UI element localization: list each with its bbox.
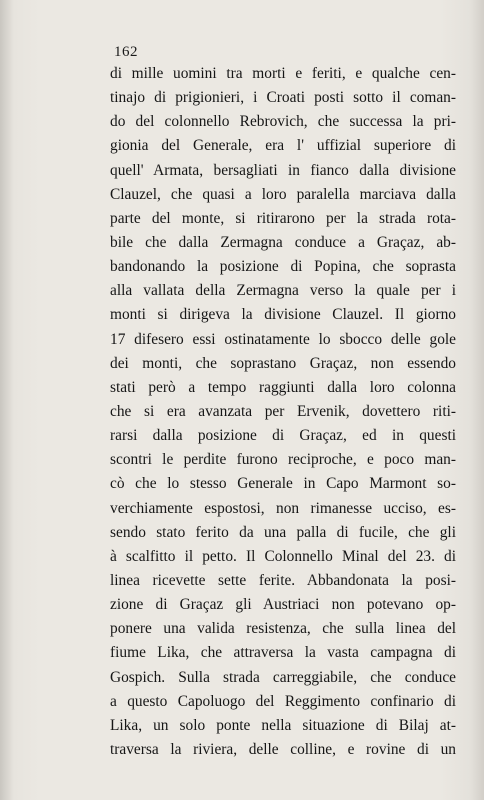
text-line: stati però a tempo raggiunti dalla loro colonna (110, 378, 456, 396)
text-line: dei monti, che soprastano Graçaz, non essendo (110, 354, 456, 372)
text-line: a questo Capoluogo del Reggimento confinario di (110, 692, 456, 710)
text-line: bile che dalla Zermagna conduce a Graçaz, ab- (110, 233, 456, 251)
text-line: Gospich. Sulla strada carreggiabile, che conduce (110, 668, 456, 686)
text-line: Clauzel, che quasi a loro paralella marciava dalla (110, 185, 456, 203)
body-text (110, 62, 456, 762)
text-line: rarsi dalla posizione di Graçaz, ed in questi (110, 427, 456, 445)
text-line: di mille uomini tra morti e feriti, e qualche cen- (110, 65, 456, 82)
text-line: traversa la riviera, delle colline, e rovine di un (110, 740, 456, 758)
text-line: verchiamente espostosi, non rimanesse ucciso, es- (110, 499, 456, 517)
text-line: Lika, un solo ponte nella situazione di Bilaj at- (110, 716, 456, 734)
text-line: bandonando la posizione di Popina, che soprasta (110, 258, 456, 276)
text-line: parte del monte, si ritirarono per la strada rota- (110, 209, 456, 227)
text-line: scontri le perdite furono reciproche, e poco man- (110, 451, 456, 469)
text-line: fiume Lika, che attraversa la vasta campagna di (110, 644, 456, 662)
text-line: monti si dirigeva la divisione Clauzel. Il giorno (110, 306, 456, 324)
text-line: do del colonnello Rebrovich, che successa la pri- (110, 113, 456, 131)
text-line: gionia del Generale, era l' uffizial superiore di (110, 137, 456, 155)
text-line: che si era avanzata per Ervenik, dovettero riti- (110, 402, 456, 420)
text-line: tinajo di prigionieri, i Croati posti sotto il coman- (110, 89, 456, 107)
page-number: 162 (114, 44, 138, 60)
text-line: linea ricevette sette ferite. Abbandonata la posi- (110, 571, 456, 589)
text-line: zione di Graçaz gli Austriaci non potevano op- (110, 596, 456, 614)
text-line: ponere una valida resistenza, che sulla linea del (110, 620, 456, 638)
text-line: quell' Armata, bersagliati in fianco dalla divisione (110, 161, 456, 179)
text-line: cò che lo stesso Generale in Capo Marmont so- (110, 475, 456, 493)
text-line: à scalfitto il petto. Il Colonnello Minal del 23. di (110, 547, 456, 565)
text-line: sendo stato ferito da una palla di fucile, che gli (110, 523, 456, 541)
text-line: 17 difesero essi ostinatamente lo sbocco delle gole (110, 330, 456, 348)
text-line: alla vallata della Zermagna verso la quale per i (110, 282, 456, 300)
